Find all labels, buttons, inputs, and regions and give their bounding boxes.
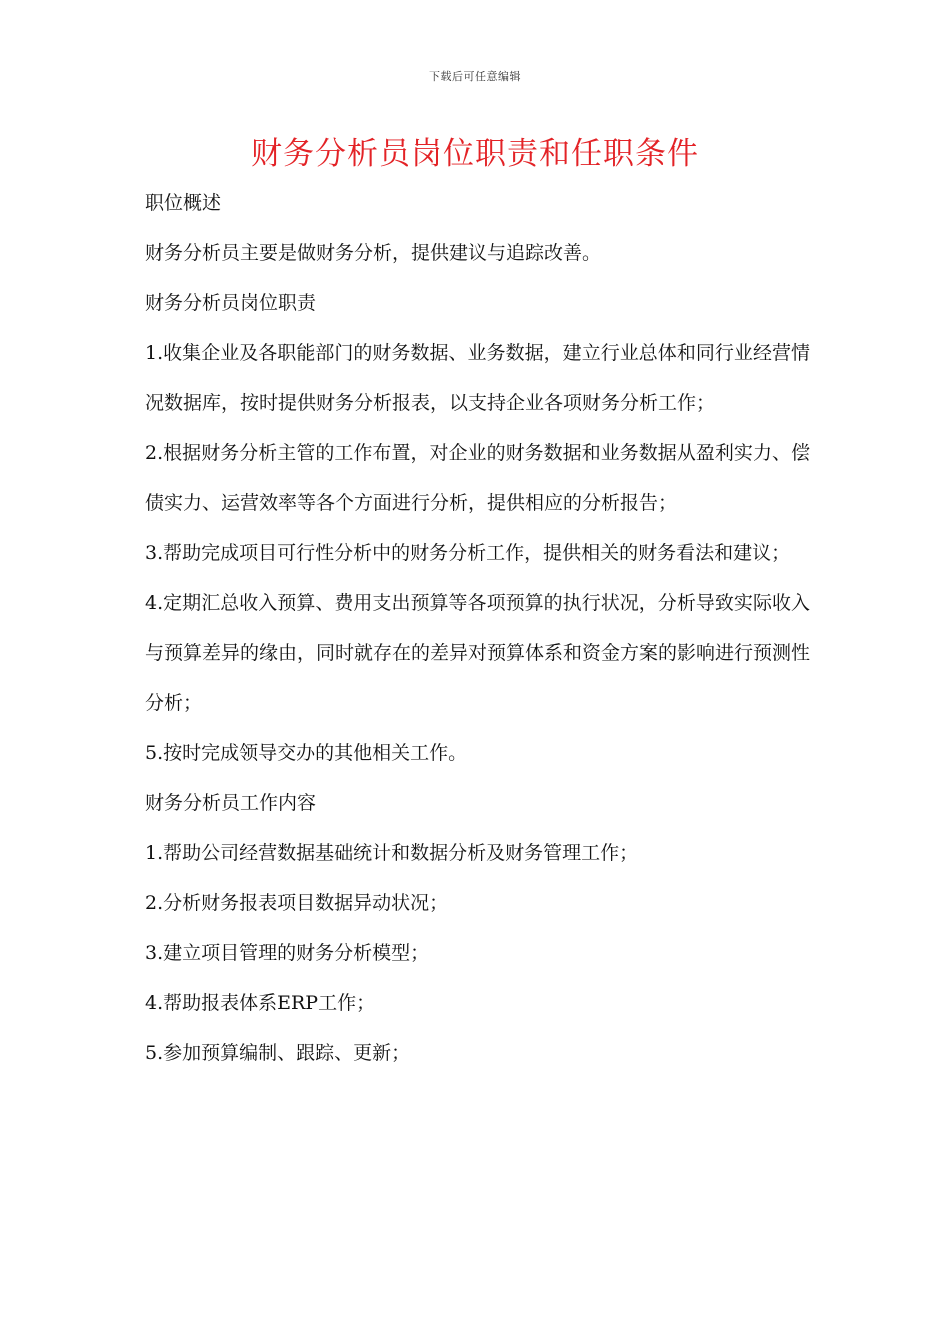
paragraph-duty-2: 2.根据财务分析主管的工作布置，对企业的财务数据和业务数据从盈利实力、偿债实力、运营效率等各个方面进行分析，提供相应的分析报告； (145, 442, 810, 514)
paragraph-work-1: 1.帮助公司经营数据基础统计和数据分析及财务管理工作； (145, 842, 639, 864)
paragraph-section-duties: 财务分析员岗位职责 (145, 292, 317, 314)
paragraph-work-5: 5.参加预算编制、跟踪、更新； (145, 1042, 411, 1064)
paragraph-duty-5: 5.按时完成领导交办的其他相关工作。 (145, 742, 468, 764)
paragraph-work-4: 4.帮助报表体系ERP工作； (145, 992, 376, 1014)
paragraph-work-2: 2.分析财务报表项目数据异动状况； (145, 892, 449, 914)
document-title: 财务分析员岗位职责和任职条件 (251, 136, 699, 172)
paragraph-duty-1: 1.收集企业及各职能部门的财务数据、业务数据，建立行业总体和同行业经营情况数据库，按时提供财务分析报表，以支持企业各项财务分析工作； (145, 342, 810, 414)
header-note: 下载后可任意编辑 (429, 70, 521, 83)
paragraph-overview-text: 财务分析员主要是做财务分析，提供建议与追踪改善。 (145, 242, 602, 264)
paragraph-duty-4: 4.定期汇总收入预算、费用支出预算等各项预算的执行状况，分析导致实际收入与预算差异的缘由，同时就存在的差异对预算体系和资金方案的影响进行预测性分析； (145, 592, 811, 714)
paragraph-duty-3: 3.帮助完成项目可行性分析中的财务分析工作，提供相关的财务看法和建议； (145, 542, 791, 564)
document-body (145, 178, 810, 1078)
paragraph-section-overview: 职位概述 (145, 192, 222, 214)
paragraph-section-work-content: 财务分析员工作内容 (145, 792, 317, 814)
paragraph-work-3: 3.建立项目管理的财务分析模型； (145, 942, 430, 964)
